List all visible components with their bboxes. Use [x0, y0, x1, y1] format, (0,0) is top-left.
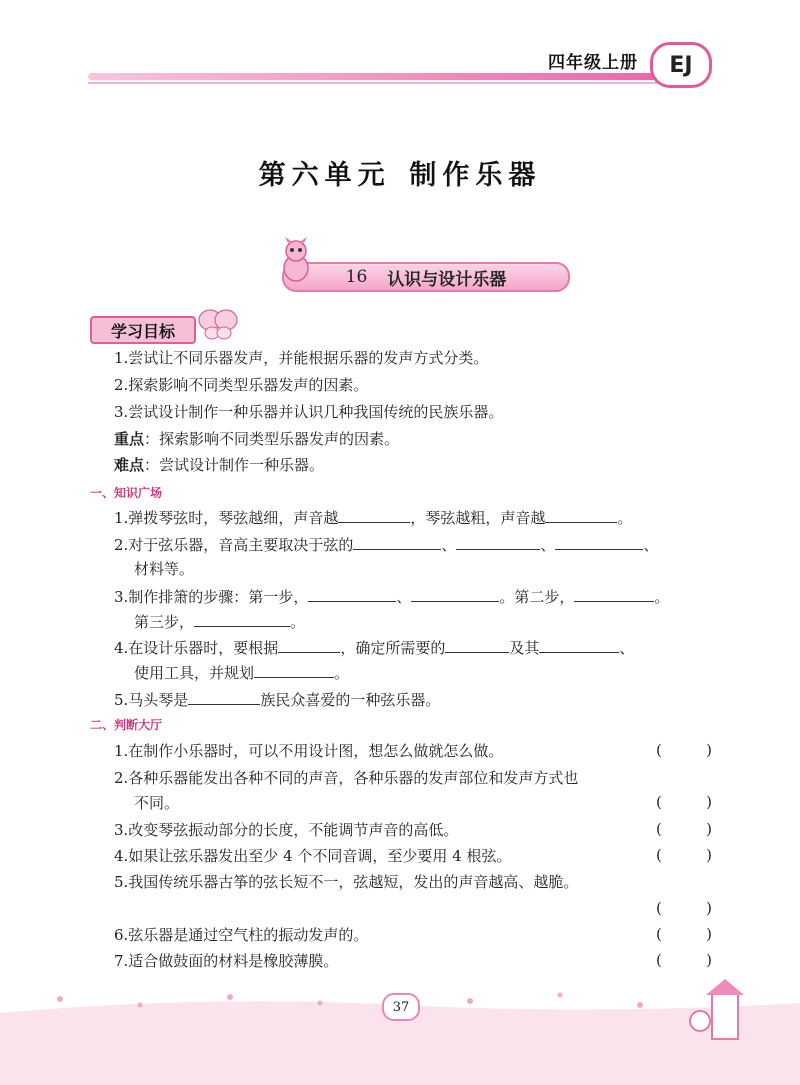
q4-continuation [134, 663, 349, 683]
answer-parentheses[interactable] [656, 793, 712, 811]
answer-blank[interactable] [188, 690, 260, 705]
goal-item-1: 1.尝试让不同乐器发声，并能根据乐器的发声方式分类。 [114, 349, 489, 367]
difficult-point [114, 455, 324, 475]
edition-badge: EJ [650, 42, 712, 88]
q2-sep: 、 [643, 536, 659, 554]
q2-sep: 、 [540, 536, 556, 554]
header-rule-thin [88, 82, 658, 84]
difficult-point-text: ：尝试设计制作一种乐器。 [144, 456, 325, 474]
q4-text-b: ，确定所需要的 [340, 639, 446, 657]
lesson-banner [282, 262, 570, 292]
answer-blank[interactable] [194, 612, 290, 627]
key-point-text: ：探索影响不同类型乐器发声的因素。 [144, 430, 400, 448]
q1-text-b: ，琴弦越粗，声音越 [410, 509, 546, 527]
paren-open: ( [656, 793, 662, 811]
answer-blank[interactable] [338, 508, 410, 523]
paren-close: ) [706, 741, 712, 759]
q3-sep: 、 [396, 588, 412, 606]
q3-text-a: 3.制作排箫的步骤：第一步， [114, 588, 309, 606]
lesson-number: 16 [345, 267, 368, 287]
answer-blank[interactable] [445, 638, 509, 653]
q5-text-b: 族民众喜爱的一种弦乐器。 [260, 691, 441, 709]
judge-question-4: 4.如果让弦乐器发出至少 4 个不同音调，至少要用 4 根弦。 [114, 847, 512, 865]
paren-close: ) [706, 793, 712, 811]
q4-text-d: 、 [619, 639, 635, 657]
paren-open: ( [656, 741, 662, 759]
fill-question-2 [114, 535, 658, 555]
answer-blank[interactable] [254, 663, 334, 678]
paren-close: ) [706, 899, 712, 917]
section-judgement-title: 二、判断大厅 [90, 718, 163, 732]
unit-label: 第六单元 [258, 160, 391, 191]
dragon-mascot-icon [276, 236, 316, 286]
judge-question-7: 7.适合做鼓面的材料是橡胶薄膜。 [114, 952, 339, 970]
answer-blank[interactable] [545, 508, 617, 523]
fill-question-4 [114, 638, 634, 658]
lesson-title: 认识与设计乐器 [387, 269, 507, 290]
q1-text-a: 1.弹拨琴弦时，琴弦越细，声音越 [114, 509, 339, 527]
answer-parentheses[interactable] [656, 741, 712, 759]
judge-question-5: 5.我国传统乐器古筝的弦长短不一，弦越短，发出的声音越高、越脆。 [114, 873, 579, 891]
unit-title [0, 153, 800, 192]
q1-text-c: 。 [617, 509, 633, 527]
paren-open: ( [656, 951, 662, 969]
q5-text-a: 5.马头琴是 [114, 691, 189, 709]
grade-label: 四年级上册 [548, 53, 638, 73]
answer-blank[interactable] [539, 638, 619, 653]
fill-question-5 [114, 690, 440, 710]
butterfly-icon [196, 306, 240, 342]
judge-question-1: 1.在制作小乐器时，可以不用设计图，想怎么做就怎么做。 [114, 742, 504, 760]
paren-close: ) [706, 846, 712, 864]
q4-text-e: 使用工具，并规划 [134, 664, 255, 682]
q4-text-a: 4.在设计乐器时，要根据 [114, 639, 279, 657]
section-knowledge-title: 一、知识广场 [90, 486, 163, 500]
goal-item-2: 2.探索影响不同类型乐器发声的因素。 [114, 376, 369, 394]
paren-open: ( [656, 846, 662, 864]
key-point-label: 重点 [114, 430, 145, 448]
lighthouse-icon [712, 993, 738, 1039]
answer-blank[interactable] [353, 535, 441, 550]
footer-decoration [0, 975, 800, 1085]
difficult-point-label: 难点 [114, 456, 145, 474]
q3-text-b: 。第二步， [499, 588, 575, 606]
answer-blank[interactable] [574, 587, 654, 602]
unit-name: 制作乐器 [409, 160, 542, 191]
q3-text-e: 。 [290, 613, 306, 631]
paren-open: ( [656, 820, 662, 838]
answer-blank[interactable] [456, 535, 540, 550]
q2-text-a: 2.对于弦乐器，音高主要取决于弦的 [114, 536, 354, 554]
q4-text-f: 。 [334, 664, 350, 682]
paren-close: ) [706, 951, 712, 969]
q3-text-c: 。 [654, 588, 670, 606]
paren-close: ) [706, 820, 712, 838]
q2-continuation: 材料等。 [134, 560, 195, 578]
page-number: 37 [382, 993, 420, 1021]
answer-parentheses[interactable] [656, 820, 712, 838]
goal-item-3: 3.尝试设计制作一种乐器并认识几种我国传统的民族乐器。 [114, 403, 504, 421]
answer-parentheses[interactable] [656, 925, 712, 943]
answer-parentheses[interactable] [656, 899, 712, 917]
q4-text-c: 及其 [509, 639, 540, 657]
q3-text-d: 第三步， [134, 613, 195, 631]
header-rule [88, 73, 658, 80]
paren-close: ) [706, 925, 712, 943]
answer-parentheses[interactable] [656, 951, 712, 969]
paren-open: ( [656, 925, 662, 943]
fill-question-3 [114, 587, 669, 607]
answer-blank[interactable] [411, 587, 499, 602]
fill-question-1 [114, 508, 632, 528]
judge-question-2-continuation: 不同。 [134, 794, 180, 812]
answer-blank[interactable] [308, 587, 396, 602]
judge-question-6: 6.弦乐器是通过空气柱的振动发声的。 [114, 926, 369, 944]
judge-question-2: 2.各种乐器能发出各种不同的声音，各种乐器的发声部位和发声方式也 [114, 769, 579, 787]
answer-blank[interactable] [278, 638, 340, 653]
paren-open: ( [656, 899, 662, 917]
judge-question-3: 3.改变琴弦振动部分的长度，不能调节声音的高低。 [114, 821, 459, 839]
q3-continuation [134, 612, 305, 632]
answer-parentheses[interactable] [656, 846, 712, 864]
q2-sep: 、 [441, 536, 457, 554]
key-point [114, 429, 399, 449]
learning-goals-tag: 学习目标 [90, 316, 196, 344]
answer-blank[interactable] [555, 535, 643, 550]
